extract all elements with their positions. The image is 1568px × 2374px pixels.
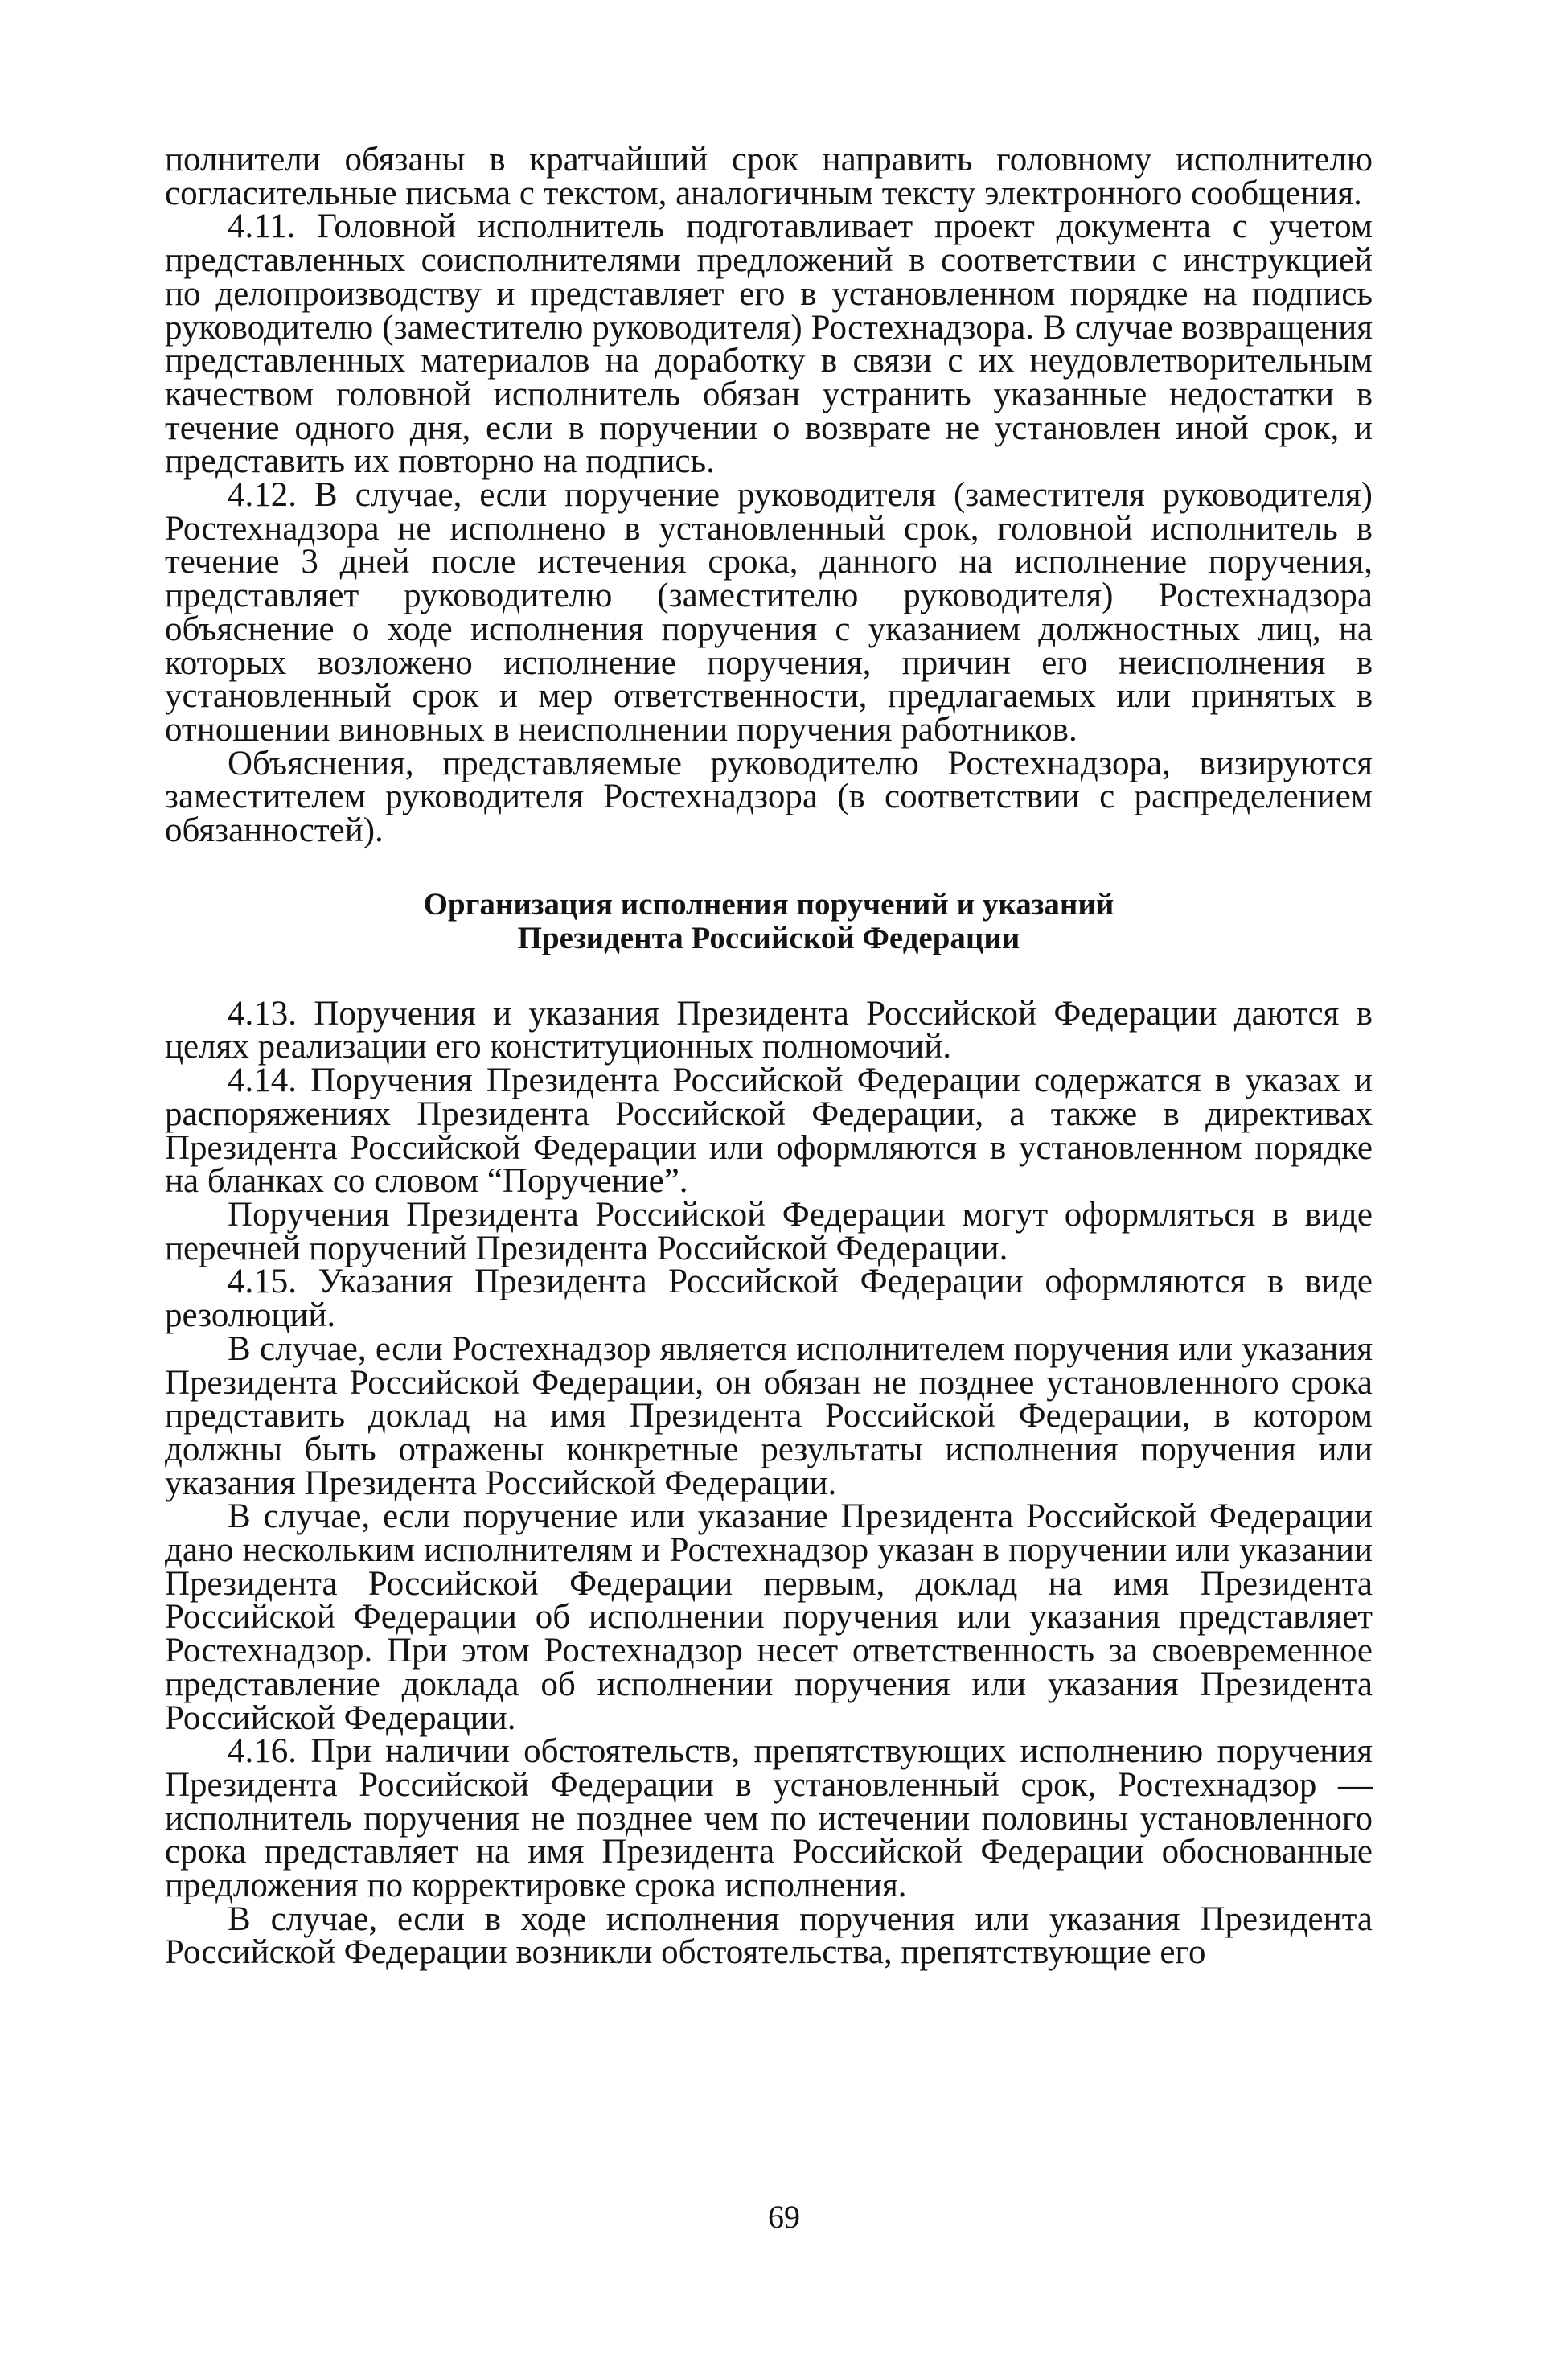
- paragraph-4-15: 4.15. Указания Президента Российской Федерации оформляются в виде резолюций.: [165, 1263, 1373, 1335]
- paragraph-4-16: 4.16. При наличии обстоятельств, препятствующих исполнению поручения Президента Российской Федерации в установленный срок, Ростехнадзор — исполнитель поручения не позднее чем по истечении половины установленного срока представляет на имя Президента Российской Федерации обоснованные предложения по корректировке срока исполнения.: [165, 1732, 1373, 1905]
- document-page: [165, 141, 1373, 1972]
- paragraph-4-14: 4.14. Поручения Президента Российской Федерации содержатся в указах и распоряжениях Президента Российской Федерации, а также в директивах Президента Российской Федерации или оформляются в установленном порядке на бланках со словом “Поручение”.: [165, 1062, 1373, 1201]
- paragraph-4-13: 4.13. Поручения и указания Президента Российской Федерации даются в целях реализации его конституционных полномочий.: [165, 994, 1373, 1066]
- paragraph-last: В случае, если в ходе исполнения поручения или указания Президента Российской Федерации возникли обстоятельства, препятствующие его: [165, 1900, 1373, 1972]
- paragraph-report: В случае, если Ростехнадзор является исполнителем поручения или указания Президента Российской Федерации, он обязан не позднее установленного срока представить доклад на имя Президента Российской Федерации, в котором должны быть отражены конкретные результаты исполнения поручения или указания Президента Российской Федерации.: [165, 1329, 1373, 1502]
- paragraph-continuation: полнители обязаны в кратчайший срок направить головному исполнителю согласительные письма с текстом, аналогичным тексту электронного сообщения.: [165, 141, 1373, 212]
- section-heading-line-2: Президента Российской Федерации: [517, 920, 1020, 955]
- page-number: 69: [768, 2199, 800, 2235]
- section-heading: [165, 888, 1373, 955]
- section-heading-line-1: Организация исполнения поручений и указаний: [423, 886, 1114, 922]
- paragraph-explanations: Объяснения, представляемые руководителю Ростехнадзора, визируются заместителем руководителя Ростехнадзора (в соответствии с распределением обязанностей).: [165, 744, 1373, 850]
- paragraph-4-12: 4.12. В случае, если поручение руководителя (заместителя руководителя) Ростехнадзора не исполнено в установленный срок, головной исполнитель в течение 3 дней после истечения срока, данного на исполнение поручения, представляет руководителю (заместителю руководителя) Ростехнадзора объяснение о ходе исполнения поручения с указанием должностных лиц, на которых возложено исполнение поручения, причин его неисполнения в установленный срок и мер ответственности, предлагаемых или принятых в отношении виновных в неисполнении поручения работников.: [165, 476, 1373, 749]
- paragraph-4-11: 4.11. Головной исполнитель подготавливает проект документа с учетом представленных соисполнителями предложений в соответствии с инструкцией по делопроизводству и представляет его в установленном порядке на подпись руководителю (заместителю руководителя) Ростехнадзора. В случае возвращения представленных материалов на доработку в связи с их неудовлетворительным качеством головной исполнитель обязан устранить указанные недостатки в течение одного дня, если в поручении о возврате не установлен иной срок, и представить их повторно на подпись.: [165, 207, 1373, 481]
- paragraph-several-executors: В случае, если поручение или указание Президента Российской Федерации дано нескольким исполнителям и Ростехнадзор указан в поручении или указании Президента Российской Федерации первым, доклад на имя Президента Российской Федерации об исполнении поручения или указания представляет Ростехнадзор. При этом Ростехнадзор несет ответственность за своевременное представление доклада об исполнении поручения или указания Президента Российской Федерации.: [165, 1497, 1373, 1737]
- paragraph-lists-of-orders: Поручения Президента Российской Федерации могут оформляться в виде перечней поручений Президента Российской Федерации.: [165, 1195, 1373, 1267]
